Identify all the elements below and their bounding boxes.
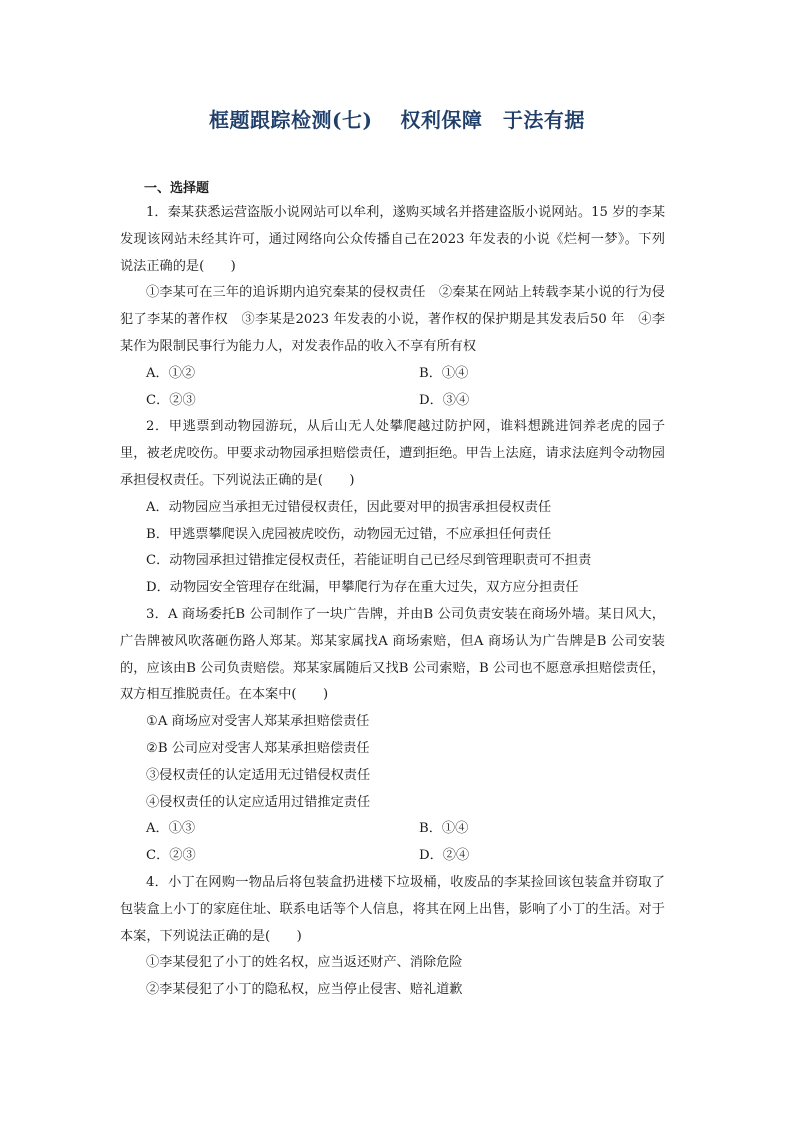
- option-b: B．①④: [419, 365, 469, 381]
- statement-1: ①李某侵犯了小丁的姓名权，应当返还财产、消除危险: [146, 955, 463, 971]
- question-1-statements: ①李某可在三年的追诉期内追究秦某的侵权责任 ②秦某在网站上转载李某小说的行为侵犯了李某的著作权 ③李某是2023 年发表的小说，著作权的保护期是其发表后50 年 ④李某作为限制民事行为能力人，对发表作品的收入不享有所有权: [120, 285, 665, 354]
- option-b: B．甲逃票攀爬误入虎园被虎咬伤，动物园无过错，不应承担任何责任: [146, 526, 552, 542]
- question-1-options-row-2: [120, 388, 665, 415]
- statement-2: ②李某侵犯了小丁的隐私权，应当停止侵害、赔礼道歉: [146, 982, 463, 998]
- question-2-stem: 2．甲逃票到动物园游玩，从后山无人处攀爬越过防护网，谁料想跳进饲养老虎的园子里，被老虎咬伤。甲要求动物园承担赔偿责任，遭到拒绝。甲告上法庭，请求法庭判令动物园承担侵权责任。下列说法正确的是( ): [120, 419, 665, 488]
- option-c: C．②③: [146, 848, 196, 864]
- option-d: D．③④: [419, 392, 470, 408]
- question-3-options-row-1: [120, 816, 665, 843]
- question-3-options-row-2: [120, 843, 665, 870]
- question-4-stem: 4．小丁在网购一物品后将包装盒扔进楼下垃圾桶，收废品的李某捡回该包装盒并窃取了包装盒上小丁的家庭住址、联系电话等个人信息，将其在网上出售，影响了小丁的生活。对于本案，下列说法正确的是( ): [120, 874, 665, 944]
- document-body: [120, 178, 665, 1004]
- statement-1: ①A 商场应对受害人郑某承担赔偿责任: [146, 714, 370, 730]
- statement-3: ③侵权责任的认定适用无过错侵权责任: [146, 767, 371, 783]
- option-c: C．动物园承担过错推定侵权责任，若能证明自己已经尽到管理职责可不担责: [146, 553, 592, 569]
- question-1-options-row-1: [120, 361, 665, 388]
- question-3-stem: 3．A 商场委托B 公司制作了一块广告牌，并由B 公司负责安装在商场外墙。某日风大，广告牌被风吹落砸伤路人郑某。郑某家属找A 商场索赔，但A 商场认为广告牌是B 公司安装的，应该由B 公司负责赔偿。郑某家属随后又找B 公司索赔，B 公司也不愿意承担赔偿责任，双方相互推脱责任。在本案中( ): [120, 606, 665, 703]
- option-a: A．①③: [146, 821, 196, 837]
- statement-4: ④侵权责任的认定应适用过错推定责任: [146, 794, 371, 810]
- option-c: C．②③: [146, 392, 196, 408]
- option-a: A．动物园应当承担无过错侵权责任，因此要对甲的损害承担侵权责任: [146, 499, 552, 515]
- option-a: A．①②: [146, 365, 196, 381]
- question-1-stem: 1．秦某获悉运营盗版小说网站可以牟利，遂购买域名并搭建盗版小说网站。15 岁的李某发现该网站未经其许可，通过网络向公众传播自己在2023 年发表的小说《烂柯一梦》。下列说法正确的是( ): [120, 205, 665, 274]
- page-title: 框题跟踪检测(七) 权利保障 于法有据: [209, 108, 585, 132]
- section-heading: 一、选择题: [144, 181, 210, 196]
- option-b: B．①④: [419, 821, 469, 837]
- statement-2: ②B 公司应对受害人郑某承担赔偿责任: [146, 740, 370, 756]
- option-d: D．动物园安全管理存在纰漏，甲攀爬行为存在重大过失，双方应分担责任: [146, 580, 579, 596]
- option-d: D．②④: [419, 848, 470, 864]
